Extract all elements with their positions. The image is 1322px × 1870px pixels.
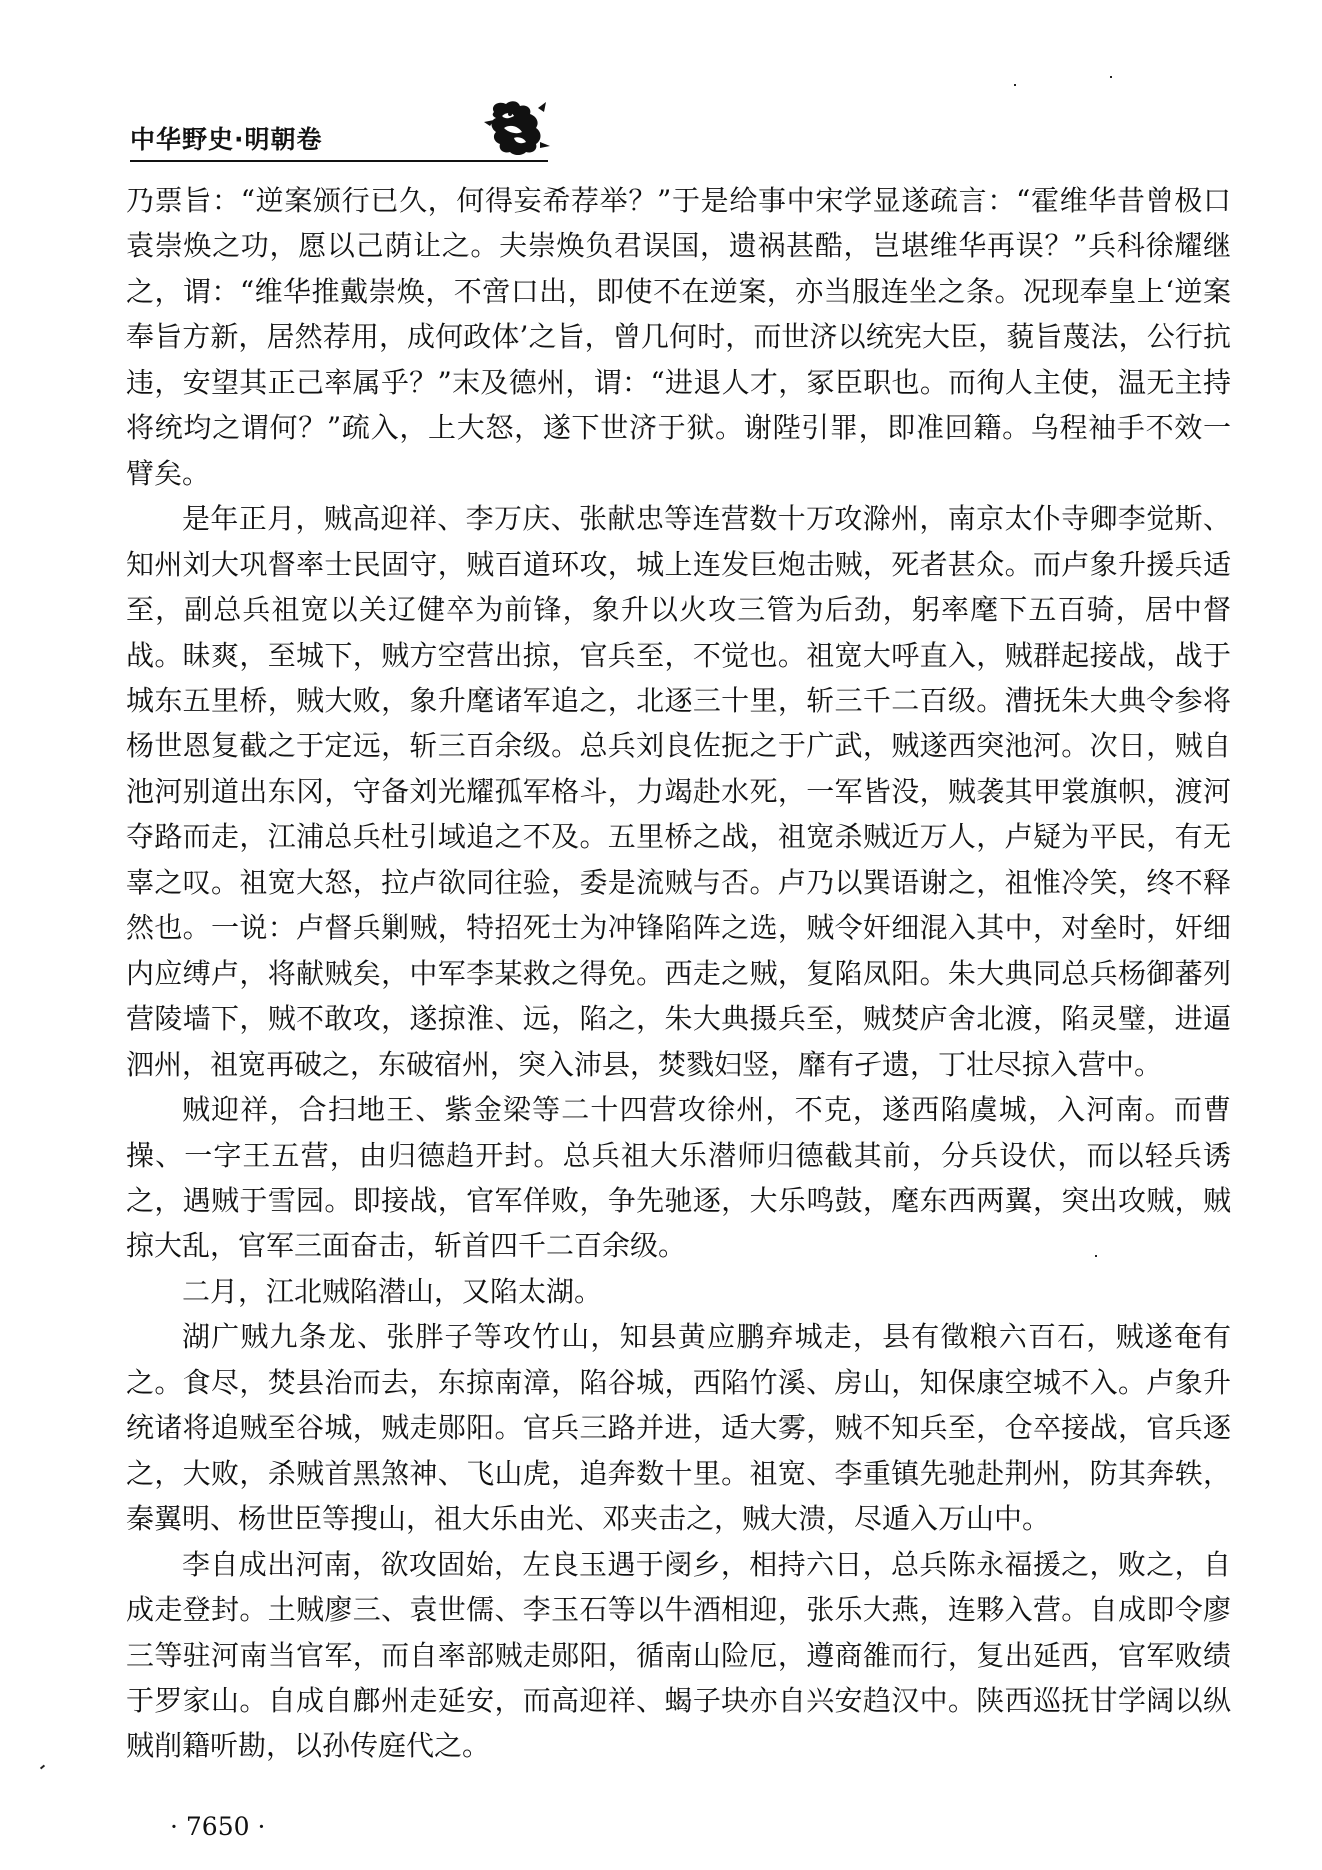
running-header — [130, 98, 550, 168]
scan-speck — [1014, 84, 1016, 86]
paragraph: 李自成出河南，欲攻固始，左良玉遇于阌乡，相持六日，总兵陈永福援之，败之，自成走登封。土贼廖三、袁世儒、李玉石等以牛酒相迎，张乐大燕，连夥入营。自成即令廖三等驻河南当官军，而自率部贼走郧阳，循南山险厄，遵商雒而行，复出延西，官军败绩于罗家山。自成自鄜州走延安，而高迎祥、蝎子块亦自兴安趋汉中。陕西巡抚甘学阔以纵贼削籍听勘，以孙传庭代之。 — [126, 1547, 1231, 1763]
paragraph: 贼迎祥，合扫地王、紫金梁等二十四营攻徐州，不克，遂西陷虞城，入河南。而曹操、一字王五营，由归德趋开封。总兵祖大乐潜师归德截其前，分兵设伏，而以轻兵诱之，遇贼于雪园。即接战，官军佯败，争先驰逐，大乐鸣鼓，麾东西两翼，突出攻贼，贼掠大乱，官军三面奋击，斩首四千二百余级。 — [126, 1093, 1231, 1263]
page-body — [126, 178, 1231, 1769]
paragraph: 二月，江北贼陷潜山，又陷太湖。 — [182, 1274, 603, 1308]
paragraph: 是年正月，贼高迎祥、李万庆、张献忠等连营数十万攻滁州，南京太仆寺卿李觉斯、知州刘大巩督率士民固守，贼百道环攻，城上连发巨炮击贼，死者甚众。而卢象升援兵适至，副总兵祖宽以关辽健卒为前锋，象升以火攻三管为后劲，躬率麾下五百骑，居中督战。昧爽，至城下，贼方空营出掠，官兵至，不觉也。祖宽大呼直入，贼群起接战，战于城东五里桥，贼大败，象升麾诸军追之，北逐三十里，斩三千二百级。漕抚朱大典令参将杨世恩复截之于定远，斩三百余级。总兵刘良佐扼之于广武，贼遂西突池河。次日，贼自池河别道出东冈，守备刘光耀孤军格斗，力竭赴水死，一军皆没，贼袭其甲裳旗帜，渡河夺路而走，江浦总兵杜引域追之不及。五里桥之战，祖宽杀贼近万人，卢疑为平民，有无辜之叹。祖宽大怒，拉卢欲同往验，委是流贼与否。卢乃以巽语谢之，祖惟冷笑，终不释然也。一说：卢督兵剿贼，特招死士为冲锋陷阵之选，贼令奸细混入其中，对垒时，奸细内应缚卢，将献贼矣，中军李某救之得免。西走之贼，复陷凤阳。朱大典同总兵杨御蕃列营陵墙下，贼不敢攻，遂掠淮、远，陷之，朱大典摄兵至，贼焚庐舍北渡，陷灵璧，进逼泗州，祖宽再破之，东破宿州，突入沛县，焚戮妇竖，靡有孑遗，丁壮尽掠入营中。 — [126, 502, 1231, 1081]
dragon-emblem-icon — [480, 98, 552, 158]
paragraph: 湖广贼九条龙、张胖子等攻竹山，知县黄应鹏弃城走，县有徵粮六百石，贼遂奄有之。食尽，焚县治而去，东掠南漳，陷谷城，西陷竹溪、房山，知保康空城不入。卢象升统诸将追贼至谷城，贼走郧阳。官兵三路并进，适大雾，贼不知兵至，仓卒接战，官兵逐之，大败，杀贼首黑煞神、飞山虎，追奔数十里。祖宽、李重镇先驰赴荆州，防其奔轶，秦翼明、杨世臣等搜山，祖大乐由光、邓夹击之，贼大溃，尽遁入万山中。 — [126, 1320, 1231, 1536]
book-title: 中华野史·明朝卷 — [130, 125, 323, 154]
paragraph: 乃票旨：“逆案颁行已久，何得妄希荐举？”于是给事中宋学显遂疏言：“霍维华昔曾极口袁崇焕之功，愿以己荫让之。夫崇焕负君误国，遗祸甚酷，岂堪维华再误？”兵科徐耀继之，谓：“维华推戴崇焕，不啻口出，即使不在逆案，亦当服连坐之条。况现奉皇上‘逆案奉旨方新，居然荐用，成何政体’之旨，曾几何时，而世济以统宪大臣，藐旨蔑法，公行抗违，安望其正己率属乎？”末及德州，谓：“进退人才，冢臣职也。而徇人主使，温无主持将统均之谓何？”疏入，上大怒，遂下世济于狱。谢陛引罪，即准回籍。乌程袖手不效一臂矣。 — [126, 184, 1231, 490]
scan-speck — [1095, 1255, 1097, 1257]
scan-speck — [1110, 76, 1112, 78]
header-divider — [130, 160, 548, 162]
page-number: · 7650 · — [170, 1812, 266, 1841]
scan-speck — [40, 1765, 45, 1770]
